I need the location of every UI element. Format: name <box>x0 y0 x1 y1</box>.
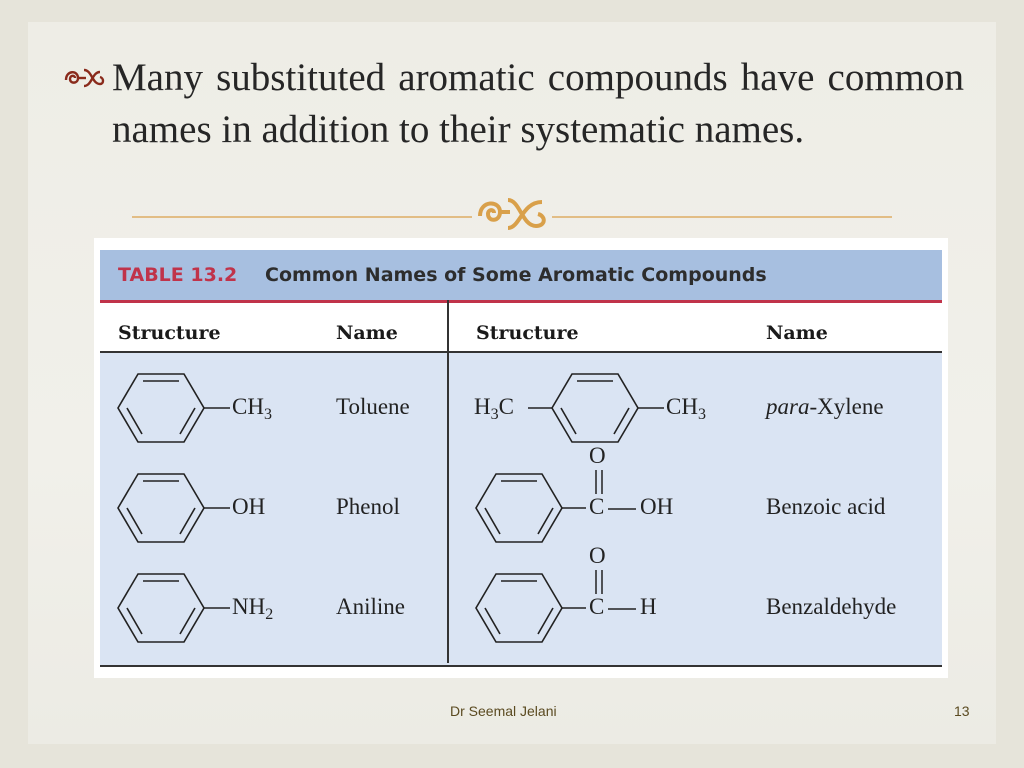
compound-name: Benzaldehyde <box>766 594 897 619</box>
substituent-label: H <box>640 594 657 619</box>
oxygen-label: O <box>589 543 606 568</box>
carbon-label: C <box>589 594 605 619</box>
compound-name: Benzoic acid <box>766 494 886 519</box>
footer-author: Dr Seemal Jelani <box>450 703 557 719</box>
column-divider <box>447 300 449 663</box>
compound-name: Phenol <box>336 494 400 519</box>
column-header-structure: Structure <box>476 322 579 344</box>
benzene-ring-structure <box>476 568 596 648</box>
decorative-scroll-icon <box>62 62 106 92</box>
carbon-label: C <box>589 494 605 519</box>
substituent-label: $CH_3$ <box>232 394 272 423</box>
benzene-ring-structure <box>476 468 596 548</box>
bullet-text: Many substituted aromatic compounds have common names in addition to their systematic names. <box>112 56 964 151</box>
substituent-label: OH <box>640 494 674 519</box>
compound-name: para-Xylene <box>766 394 884 419</box>
substituent-label: $NH_2$ <box>232 594 274 623</box>
table-title: Common Names of Some Aromatic Compounds <box>265 264 767 286</box>
column-header-name: Name <box>336 322 398 344</box>
compound-table <box>94 238 948 678</box>
benzene-ring-structure <box>118 568 208 648</box>
decorative-divider <box>132 190 892 238</box>
decorative-scroll-icon <box>480 200 544 228</box>
compound-name: Aniline <box>336 594 405 619</box>
oxygen-label: O <box>589 443 606 468</box>
benzene-ring-structure <box>118 368 208 448</box>
page-number: 13 <box>954 703 970 719</box>
table-caption <box>100 250 942 303</box>
column-header-name: Name <box>766 322 828 344</box>
benzene-ring-structure <box>528 368 668 448</box>
single-bond <box>608 507 638 511</box>
double-bond <box>594 570 604 596</box>
column-header-structure: Structure <box>118 322 221 344</box>
table-label: TABLE 13.2 <box>118 264 238 286</box>
substituent-label: $CH_3$ <box>666 394 706 423</box>
substituent-label: $H_3C$ <box>474 394 514 423</box>
double-bond <box>594 470 604 496</box>
single-bond <box>608 607 638 611</box>
compound-name: Toluene <box>336 394 410 419</box>
benzene-ring-structure <box>118 468 208 548</box>
substituent-label: OH <box>232 494 266 519</box>
